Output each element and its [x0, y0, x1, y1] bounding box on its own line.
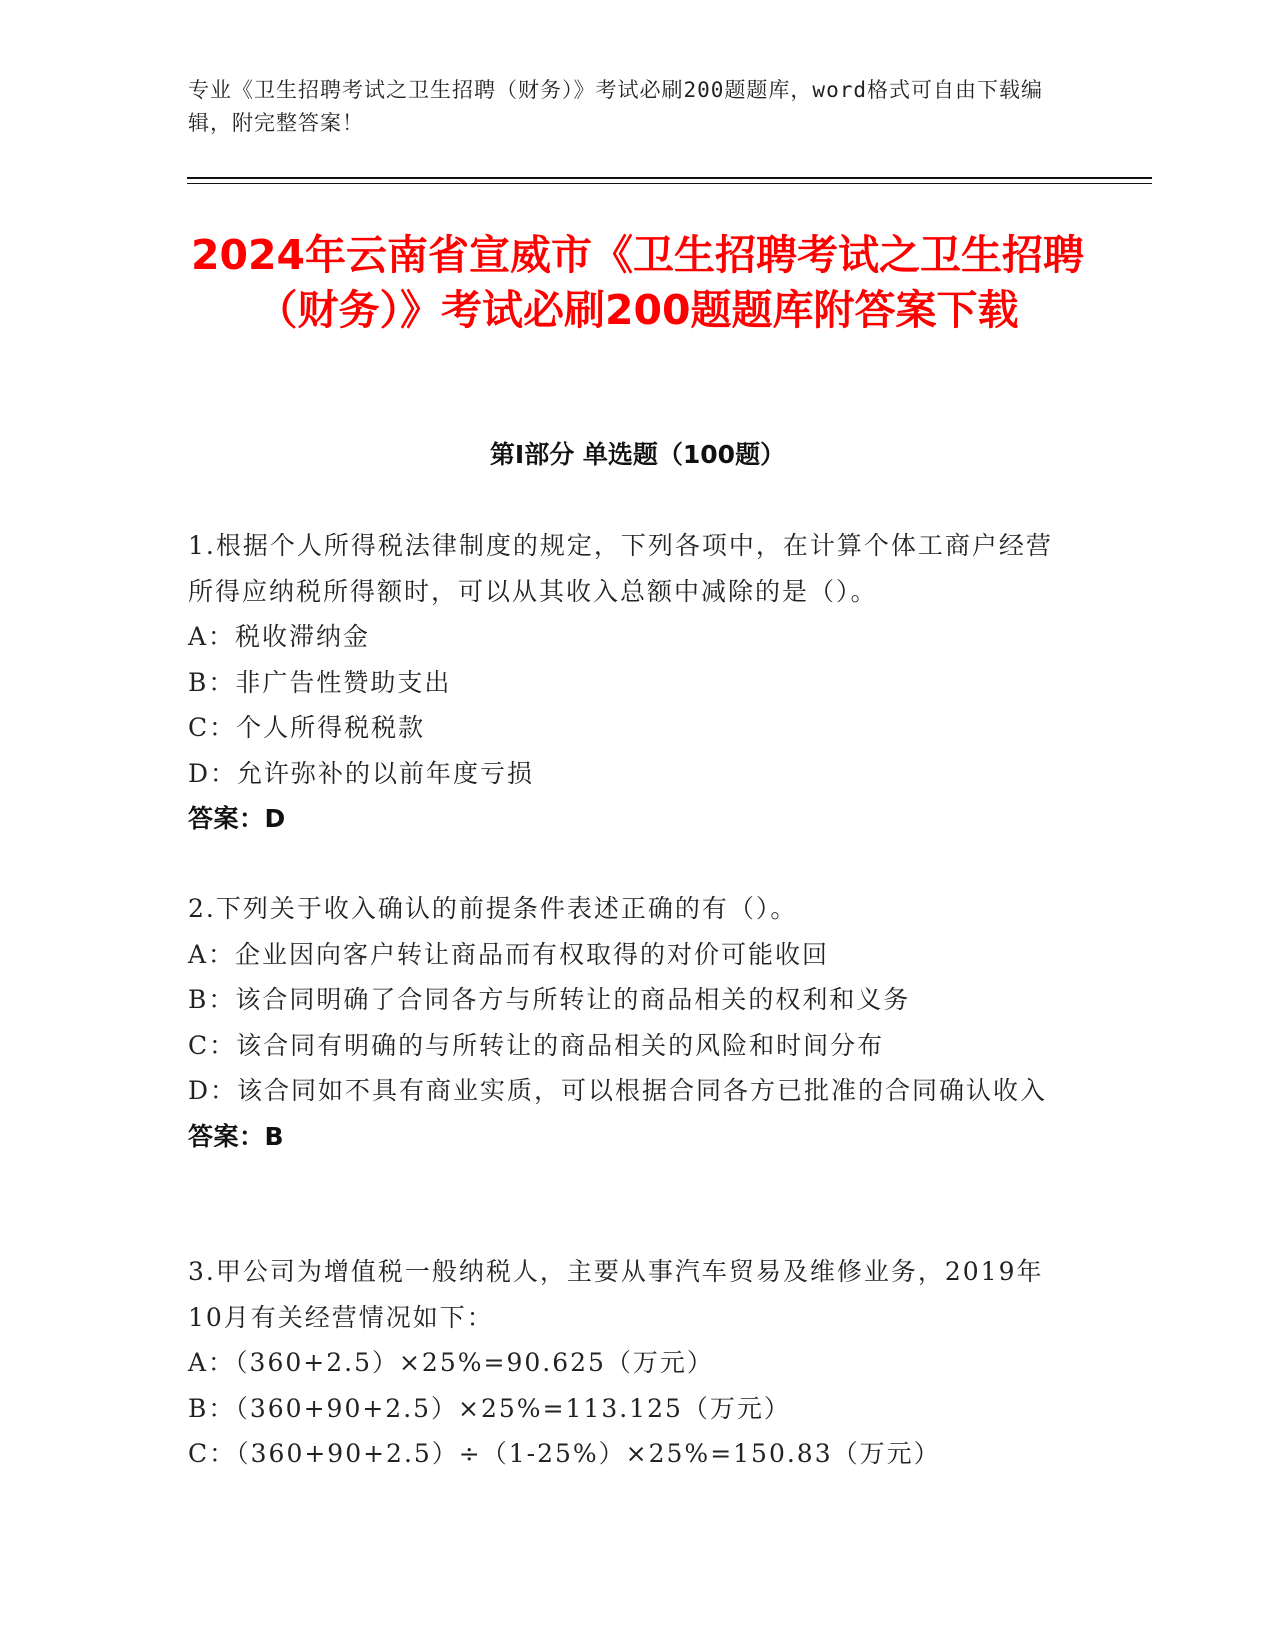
question-1 — [188, 523, 1078, 842]
answer: 答案：D — [188, 804, 286, 833]
header-note: 专业《卫生招聘考试之卫生招聘（财务）》考试必刷200题题库，word格式可自由下载编辑，附完整答案！ — [188, 78, 1043, 135]
section-title: 第I部分 单选题（100题） — [489, 440, 786, 469]
header-divider-thin — [187, 183, 1152, 184]
question-stem: 3.甲公司为增值税一般纳税人，主要从事汽车贸易及维修业务，2019年10月有关经营情况如下： — [188, 1257, 1044, 1332]
header-divider-thick — [187, 177, 1152, 179]
question-3 — [188, 1249, 1078, 1477]
question-stem: 1.根据个人所得税法律制度的规定，下列各项中，在计算个体工商户经营所得应纳税所得额时，可以从其收入总额中减除的是（）。 — [188, 531, 1053, 606]
answer: 答案：B — [188, 1121, 285, 1151]
option-a: A：（360+2.5）×25%=90.625（万元） — [188, 1348, 714, 1377]
option-a: A：企业因向客户转让商品而有权取得的对价可能收回 — [188, 939, 830, 969]
option-d: D：允许弥补的以前年度亏损 — [188, 758, 535, 788]
question-stem: 2.下列关于收入确认的前提条件表述正确的有（）。 — [188, 894, 798, 923]
question-2 — [188, 886, 1078, 1159]
option-b: B：非广告性赞助支出 — [188, 667, 452, 697]
option-a: A：税收滞纳金 — [188, 622, 371, 651]
option-b: B：（360+90+2.5）×25%=113.125（万元） — [188, 1393, 791, 1423]
option-b: B：该合同明确了合同各方与所转让的商品相关的权利和义务 — [188, 985, 911, 1014]
document-title: 2024年云南省宣威市《卫生招聘考试之卫生招聘（财务）》考试必刷200题题库附答案下载 — [190, 231, 1085, 334]
option-d: D：该合同如不具有商业实质，可以根据合同各方已批准的合同确认收入 — [188, 1076, 1048, 1105]
option-c: C：该合同有明确的与所转让的商品相关的风险和时间分布 — [188, 1030, 885, 1060]
option-c: C：个人所得税税款 — [188, 713, 426, 742]
option-c: C：（360+90+2.5）÷（1-25%）×25%=150.83（万元） — [188, 1439, 941, 1468]
